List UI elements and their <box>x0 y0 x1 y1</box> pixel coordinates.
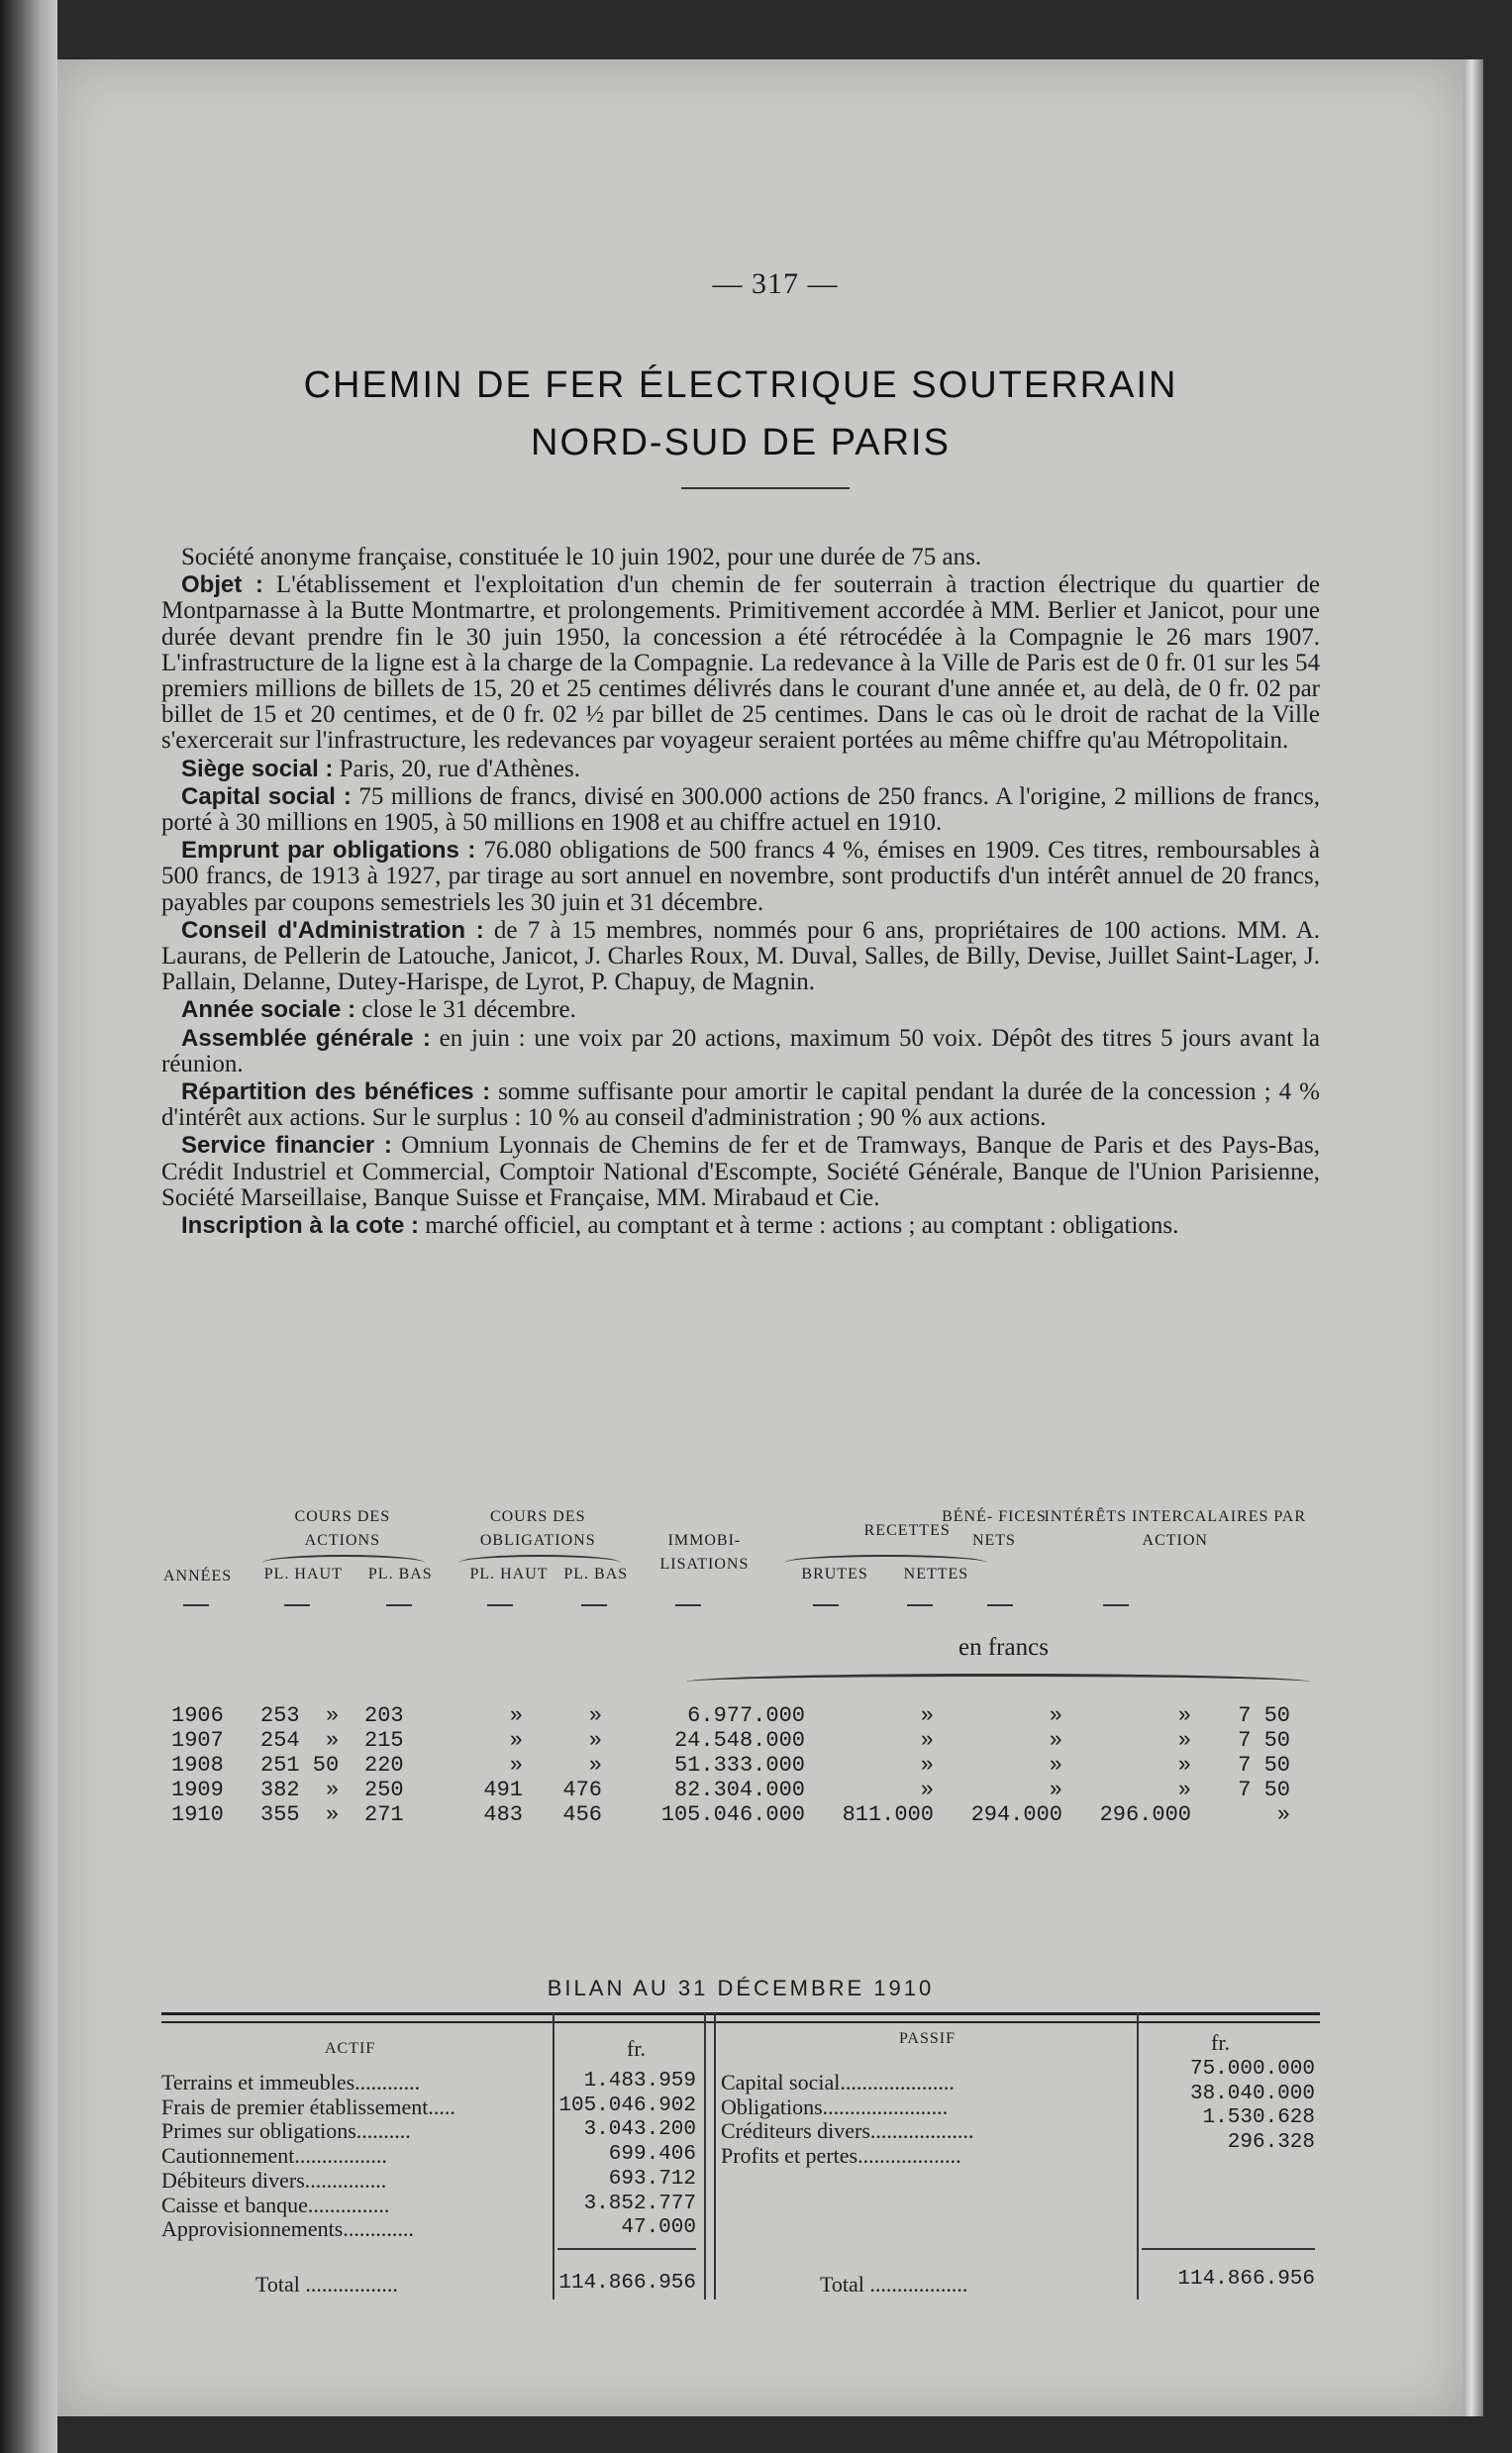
page-title <box>161 357 1320 471</box>
passif-fr-header: fr. <box>1211 2030 1230 2055</box>
table-cell-year: 1908 <box>171 1753 224 1778</box>
actif-total-label: Total ................. <box>255 2272 398 2297</box>
actif-item-value: 105.046.902 <box>558 2094 696 2117</box>
passif-item-value: 296.328 <box>1227 2131 1315 2155</box>
page-stack-edge <box>1463 59 1483 2416</box>
header-dash <box>813 1604 839 1606</box>
table-cell-act-bas: 220 <box>364 1753 404 1778</box>
section-label: Inscription à la cote : <box>181 1212 420 1240</box>
header-dash <box>487 1604 513 1606</box>
section-paragraph <box>161 997 1320 1023</box>
passif-header: PASSIF <box>899 2030 957 2047</box>
table-cell-nettes: 294.000 <box>970 1802 1062 1827</box>
header-interets: INTÉRÊTS INTERCALAIRES PAR ACTION <box>1044 1508 1307 1549</box>
passif-item-label: Créditeurs divers................... <box>721 2118 974 2144</box>
table-cell-interets: 7 50 <box>1238 1778 1290 1802</box>
balance-sheet <box>161 2012 1320 2309</box>
header-brace <box>784 1555 987 1571</box>
section-paragraph <box>161 784 1320 836</box>
bilan-top-rule <box>161 2012 1320 2023</box>
actif-header: ACTIF <box>325 2040 376 2057</box>
table-cell-year: 1910 <box>171 1802 224 1827</box>
table-cell-immo: 82.304.000 <box>673 1778 805 1802</box>
actif-item-value: 3.852.777 <box>583 2192 696 2215</box>
bilan-center-double-line <box>704 2012 716 2300</box>
table-cell-interets: 7 50 <box>1238 1753 1290 1778</box>
section-paragraph <box>161 918 1320 996</box>
table-cell-obl-bas: » <box>588 1753 602 1778</box>
header-dash <box>581 1604 607 1606</box>
table-cell-brutes: » <box>920 1728 934 1753</box>
table-cell-obl-haut: » <box>509 1728 523 1753</box>
section-label: Assemblée générale : <box>181 1024 431 1052</box>
passif-item-value: 38.040.000 <box>1189 2082 1315 2105</box>
section-text: somme suffisante pour amortir le capital pendant la durée de la concession ; 4 % d'intérêt aux actions. Sur le surplus : 10 % au conseil d'administration ; 90 % aux actions. <box>161 1078 1320 1132</box>
company-description <box>161 545 1320 1241</box>
table-cell-act-haut: 251 50 <box>260 1753 340 1778</box>
section-text: 76.080 obligations de 500 francs 4 %, émises en 1909. Ces titres, remboursables à 500 francs, de 1913 à 1927, par tirage au sort annuel en novembre, sont productifs d'un intérêt annuel de 20 francs, payables par coupons semestriels les 30 juin et 31 décembre. <box>161 837 1320 916</box>
section-paragraph <box>161 757 1320 782</box>
table-cell-obl-haut: » <box>509 1753 523 1778</box>
header-pl-haut-obligations: PL. HAUT <box>469 1566 549 1583</box>
sections-list <box>161 572 1320 1239</box>
table-cell-immo: 24.548.000 <box>673 1728 805 1753</box>
title-line-2: NORD-SUD DE PARIS <box>531 422 951 463</box>
section-label: Capital social : <box>181 782 352 810</box>
bilan-title: BILAN AU 31 DÉCEMBRE 1910 <box>547 1976 935 2000</box>
passif-item-value: 75.000.000 <box>1189 2058 1315 2081</box>
header-cours-actions: COURS DES ACTIONS <box>294 1508 391 1549</box>
passif-total-value: 114.866.956 <box>1177 2268 1315 2291</box>
table-cell-nettes: » <box>1049 1778 1062 1802</box>
unit-label: en francs <box>958 1634 1049 1661</box>
header-pl-bas-obligations: PL. BAS <box>563 1566 629 1583</box>
table-cell-brutes: » <box>920 1753 934 1778</box>
table-cell-benef: » <box>1177 1703 1191 1728</box>
section-text: close le 31 décembre. <box>355 996 576 1024</box>
table-cell-benef: » <box>1177 1753 1191 1778</box>
bilan-column-line <box>1137 2012 1139 2300</box>
intro-paragraph: Société anonyme française, constituée le 10 juin 1902, pour une durée de 75 ans. <box>181 544 982 570</box>
section-paragraph <box>161 1213 1320 1239</box>
actif-item-label: Cautionnement................. <box>161 2143 387 2169</box>
actif-item-value: 693.712 <box>608 2167 696 2191</box>
header-recettes: RECETTES <box>863 1522 951 1539</box>
table-cell-year: 1907 <box>171 1728 224 1753</box>
table-cell-act-bas: 250 <box>364 1778 404 1802</box>
section-text: 75 millions de francs, divisé en 300.000 actions de 250 francs. A l'origine, 2 millions de francs, porté à 30 millions en 1905, à 50 millions en 1908 et au chiffre actuel en 1910. <box>161 782 1320 837</box>
actif-fr-header: fr. <box>627 2036 646 2061</box>
actif-item-label: Terrains et immeubles............ <box>161 2070 421 2095</box>
table-cell-brutes: 811.000 <box>842 1802 934 1827</box>
table-cell-act-haut: 253 » <box>260 1703 340 1728</box>
actif-sum-rule <box>557 2248 696 2250</box>
table-cell-benef: 296.000 <box>1099 1802 1191 1827</box>
actif-item-value: 47.000 <box>621 2216 696 2240</box>
section-text: Paris, 20, rue d'Athènes. <box>333 755 581 782</box>
actif-item-label: Approvisionnements............. <box>161 2216 414 2242</box>
header-cours-obligations: COURS DES OBLIGATIONS <box>479 1508 596 1549</box>
actif-item-label: Débiteurs divers............... <box>161 2167 387 2193</box>
book-page <box>57 59 1463 2416</box>
actif-item-value: 699.406 <box>608 2143 696 2167</box>
section-paragraph <box>161 572 1320 754</box>
section-paragraph <box>161 838 1320 916</box>
header-dash <box>1103 1604 1129 1606</box>
title-divider <box>681 487 850 489</box>
table-cell-interets: 7 50 <box>1238 1728 1290 1753</box>
table-cell-nettes: » <box>1049 1753 1062 1778</box>
section-text: L'établissement et l'exploitation d'un chemin de fer souterrain à traction électrique du quartier de Montparnasse à la Butte Montmartre, et prolongements. Primitivement accordée à MM. Berlier et Janicot, pour une durée devant prendre fin le 30 juin 1950, la concession a été rétrocédée à la Compagnie le 26 mars 1907. L'infrastructure de la ligne est à la charge de la Compagnie. La redevance à la Ville de Paris est de 0 fr. 01 sur les 54 premiers millions de billets de 15, 20 et 25 centimes délivrés dans le courant d'une année et, au delà, de 0 fr. 02 par billet de 15 et 20 centimes, et de 0 fr. 02 ½ par billet de 25 centimes. Dans le cas où le droit de rachat de la Ville s'exercerait sur l'infrastructure, les redevances par voyageur seraient portées au même chiffre qu'au Métropolitain. <box>161 571 1321 755</box>
section-label: Service financier : <box>181 1132 392 1160</box>
table-cell-immo: 51.333.000 <box>673 1753 805 1778</box>
header-nettes: NETTES <box>903 1566 969 1583</box>
table-cell-act-haut: 254 » <box>260 1728 340 1753</box>
section-label: Objet : <box>181 571 263 599</box>
title-line-1: CHEMIN DE FER ÉLECTRIQUE SOUTERRAIN <box>303 364 1178 406</box>
header-dash <box>284 1604 310 1606</box>
section-label: Année sociale : <box>181 996 356 1024</box>
section-text: marché officiel, au comptant et à terme : actions ; au comptant : obligations. <box>419 1212 1179 1240</box>
header-dash <box>675 1604 701 1606</box>
table-cell-year: 1909 <box>171 1778 224 1802</box>
table-cell-obl-haut: 491 <box>483 1778 523 1802</box>
table-cell-obl-bas: » <box>588 1703 602 1728</box>
section-paragraph <box>161 1079 1320 1131</box>
actif-item-label: Primes sur obligations.......... <box>161 2118 411 2144</box>
section-label: Siège social : <box>181 755 334 782</box>
passif-item-label: Capital social..................... <box>721 2070 955 2095</box>
header-pl-haut-actions: PL. HAUT <box>263 1566 343 1583</box>
table-cell-year: 1906 <box>171 1703 224 1728</box>
header-annees: ANNÉES <box>163 1568 233 1584</box>
table-cell-obl-bas: 476 <box>562 1778 602 1802</box>
book-spine-edge <box>0 0 57 2453</box>
actif-item-label: Caisse et banque............... <box>161 2192 390 2217</box>
passif-sum-rule <box>1142 2248 1315 2250</box>
header-dash <box>987 1604 1013 1606</box>
table-cell-nettes: » <box>1049 1728 1062 1753</box>
table-cell-act-bas: 215 <box>364 1728 404 1753</box>
passif-item-value: 1.530.628 <box>1202 2106 1315 2130</box>
actif-item-value: 3.043.200 <box>583 2118 696 2142</box>
table-cell-interets: » <box>1276 1802 1290 1827</box>
header-dash <box>183 1604 209 1606</box>
table-cell-act-haut: 355 » <box>260 1802 340 1827</box>
table-cell-benef: » <box>1177 1728 1191 1753</box>
section-text: en juin : une voix par 20 actions, maximum 50 voix. Dépôt des titres 5 jours avant la réunion. <box>161 1024 1320 1077</box>
section-label: Emprunt par obligations : <box>181 837 476 865</box>
passif-total-label: Total .................. <box>820 2272 968 2297</box>
table-cell-nettes: » <box>1049 1703 1062 1728</box>
section-paragraph <box>161 1133 1320 1211</box>
unit-brace <box>686 1674 1310 1690</box>
results-table <box>161 1505 1320 1941</box>
passif-item-label: Profits et pertes................... <box>721 2143 961 2169</box>
section-text: de 7 à 15 membres, nommés pour 6 ans, propriétaires de 100 actions. MM. A. Laurans, de Pellerin de Latouche, Janicot, J. Charles Roux, M. Duval, Salles, de Billy, Devise, Juillet Saint-Lager, J. Pallain, Delanne, Dutey-Harispe, de Lyrot, P. Chapuy, de Magnin. <box>161 916 1320 996</box>
header-dash <box>386 1604 412 1606</box>
header-brutes: BRUTES <box>801 1566 868 1583</box>
actif-item-value: 1.483.959 <box>583 2070 696 2093</box>
table-cell-immo: 105.046.000 <box>660 1802 805 1827</box>
table-cell-obl-bas: 456 <box>562 1802 602 1827</box>
table-cell-brutes: » <box>920 1703 934 1728</box>
table-cell-obl-haut: » <box>509 1703 523 1728</box>
table-cell-benef: » <box>1177 1778 1191 1802</box>
section-label: Conseil d'Administration : <box>181 916 484 944</box>
section-text: Omnium Lyonnais de Chemins de fer et de Tramways, Banque de Paris et des Pays-Bas, Crédit Industriel et Commercial, Comptoir National d'Escompte, Société Générale, Banque de l'Union Parisienne, Société Marseillaise, Banque Suisse et Française, MM. Mirabaud et Cie. <box>161 1132 1320 1211</box>
bilan-column-line <box>553 2012 554 2300</box>
header-pl-bas-actions: PL. BAS <box>367 1566 433 1583</box>
header-brace <box>458 1555 621 1571</box>
table-cell-obl-haut: 483 <box>483 1802 523 1827</box>
table-cell-immo: 6.977.000 <box>687 1703 805 1728</box>
table-cell-obl-bas: » <box>588 1728 602 1753</box>
table-cell-act-bas: 271 <box>364 1802 404 1827</box>
table-cell-interets: 7 50 <box>1238 1703 1290 1728</box>
table-cell-act-haut: 382 » <box>260 1778 340 1802</box>
header-dash <box>907 1604 933 1606</box>
page-number: — 317 — <box>712 267 839 300</box>
section-paragraph <box>161 1026 1320 1077</box>
header-immobilisations: IMMOBI- LISATIONS <box>659 1532 750 1573</box>
header-benefices: BÉNÉ- FICES NETS <box>942 1508 1047 1549</box>
actif-item-label: Frais de premier établissement..... <box>161 2094 455 2119</box>
section-label: Répartition des bénéfices : <box>181 1078 491 1106</box>
header-brace <box>262 1555 425 1571</box>
table-cell-act-bas: 203 <box>364 1703 404 1728</box>
actif-total-value: 114.866.956 <box>558 2272 696 2295</box>
passif-item-label: Obligations....................... <box>721 2094 949 2119</box>
table-cell-brutes: » <box>920 1778 934 1802</box>
